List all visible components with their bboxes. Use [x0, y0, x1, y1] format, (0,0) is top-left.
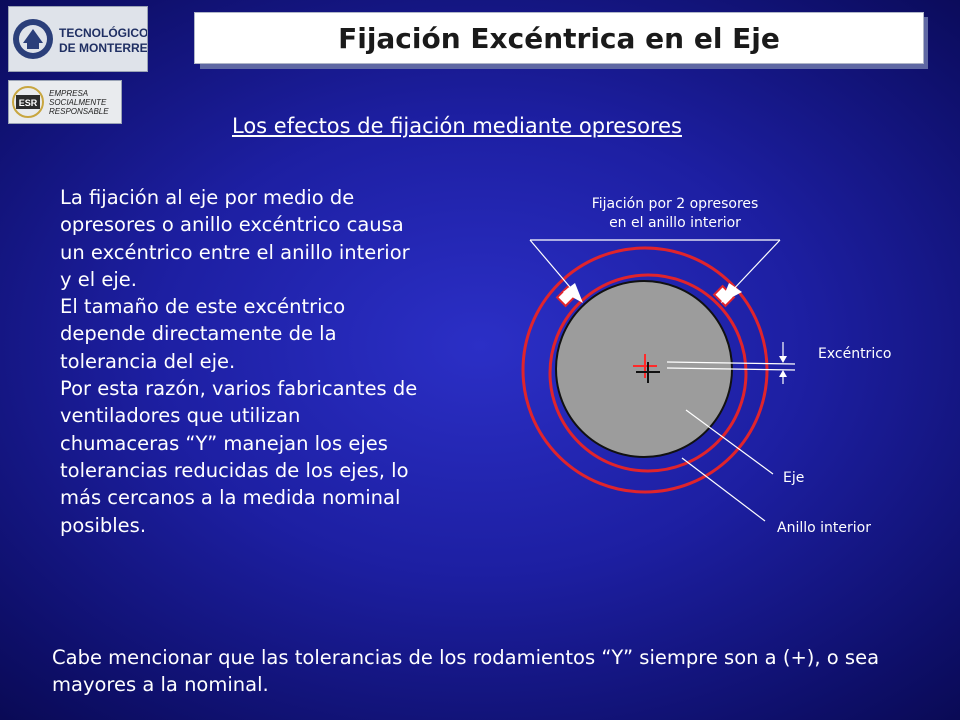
esr-line2: SOCIALMENTE — [49, 98, 107, 107]
tec-logo-line2: DE MONTERREY — [59, 41, 147, 55]
ring-leader-line — [682, 458, 765, 521]
eccentric-label: Excéntrico — [818, 346, 892, 362]
footer-note: Cabe mencionar que las tolerancias de los rodamientos “Y” siempre son a (+), o sea mayores a la nominal. — [52, 646, 880, 696]
esr-line1: EMPRESA — [49, 89, 89, 98]
esr-badge-text: ESR — [18, 98, 38, 108]
body-paragraph-3: Por esta razón, varios fabricantes de ventiladores que utilizan chumaceras “Y” manejan los ejes tolerancias reducidas de los ejes, lo más cercanos a la medida nominal posibles. — [60, 377, 418, 537]
shaft-leader-line — [686, 410, 773, 474]
tec-logo-line1: TECNOLÓGICO — [59, 26, 147, 40]
shaft-label: Eje — [783, 470, 805, 486]
body-paragraph-2: El tamaño de este excéntrico depende directamente de la tolerancia del eje. — [60, 295, 346, 373]
eccentric-dimension-arrows — [779, 342, 787, 384]
body-paragraph-1: La fijación al eje por medio de opresores o anillo excéntrico causa un excéntrico entre el anillo interior y el eje. — [60, 186, 410, 291]
section-subtitle: Los efectos de fijación mediante opresores — [232, 114, 682, 138]
fixation-label-line2: en el anillo interior — [609, 215, 741, 231]
page-title: Fijación Excéntrica en el Eje — [338, 21, 780, 55]
esr-line3: RESPONSABLE — [49, 107, 109, 116]
inner-ring-label: Anillo interior — [777, 520, 871, 536]
fixation-label-line1: Fijación por 2 opresores — [591, 196, 759, 212]
